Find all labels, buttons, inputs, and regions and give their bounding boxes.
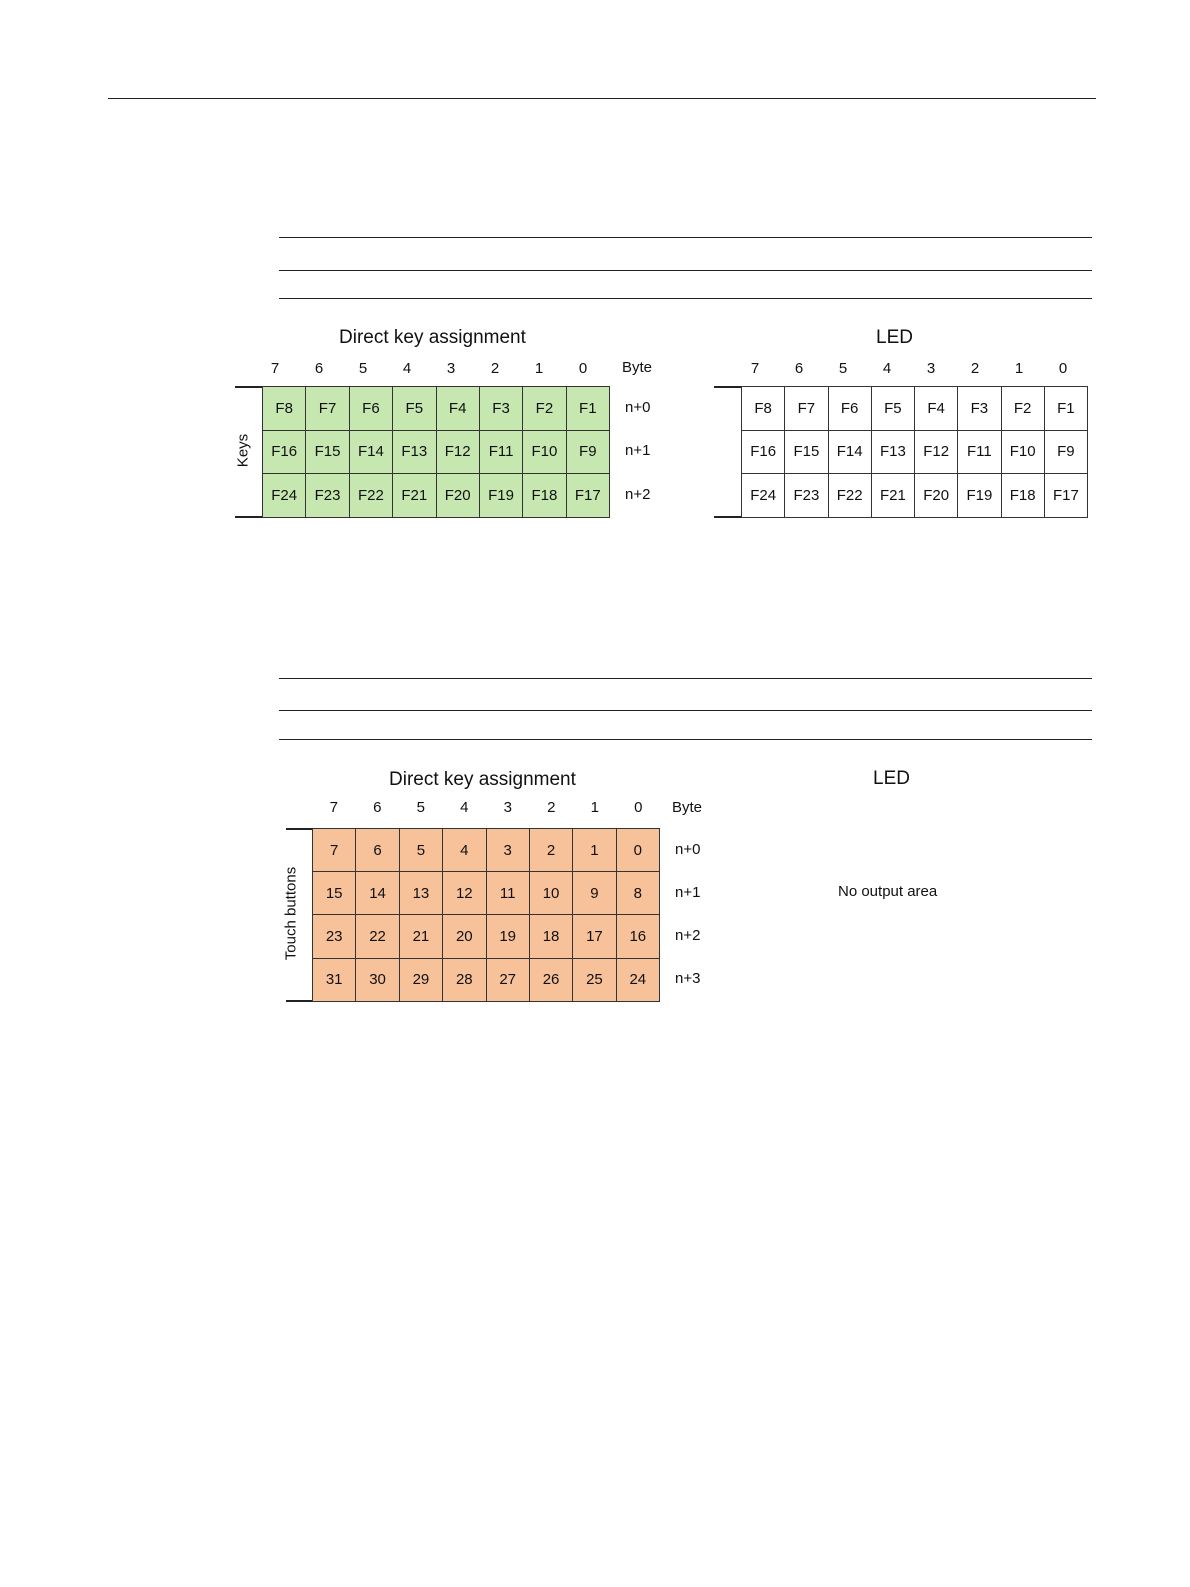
led-cell: F23 <box>785 474 828 518</box>
keys-cell: F15 <box>306 430 349 474</box>
led-cell: F21 <box>871 474 914 518</box>
touch-grid <box>312 828 660 1002</box>
led-row <box>742 474 1088 518</box>
bit-label: 1 <box>1014 360 1024 377</box>
led-diagram-title: LED <box>876 327 913 348</box>
no-output-area-note: No output area <box>838 883 938 900</box>
led-cell: F24 <box>742 474 785 518</box>
touch-side-label: Touch buttons <box>282 866 300 961</box>
led-cell: F17 <box>1044 474 1087 518</box>
keys-cell: F23 <box>306 474 349 518</box>
byte-offset-label: n+0 <box>675 840 701 858</box>
touch-frame-top <box>286 828 313 830</box>
table1-rule-bottom <box>279 298 1092 299</box>
touch-cell: 16 <box>616 915 659 958</box>
keys-cell: F12 <box>436 430 479 474</box>
bit-label: 0 <box>578 360 588 377</box>
led-cell: F2 <box>1001 387 1044 431</box>
byte-offset-label: n+2 <box>625 486 651 503</box>
led-cell: F14 <box>828 430 871 474</box>
bit-label: 4 <box>402 360 412 377</box>
keys-cell: F14 <box>349 430 392 474</box>
bit-label: 2 <box>547 799 556 816</box>
led-cell: F6 <box>828 387 871 431</box>
table2-rule-mid <box>279 710 1092 711</box>
led-cell: F7 <box>785 387 828 431</box>
bit-label: 3 <box>446 360 456 377</box>
touch-cell: 18 <box>529 915 572 958</box>
touch-cell: 25 <box>573 958 616 1001</box>
bit-label: 4 <box>882 360 892 377</box>
keys-byte-header: Byte <box>622 359 653 376</box>
byte-offset-label: n+2 <box>675 927 701 944</box>
touch-cell: 3 <box>486 829 529 872</box>
touch-cell: 6 <box>356 829 399 872</box>
touch-cell: 12 <box>443 872 486 915</box>
keys-cell: F11 <box>479 430 522 474</box>
touch-cell: 9 <box>573 872 616 915</box>
bit-label: 3 <box>926 360 936 377</box>
keys-row <box>263 474 610 518</box>
keys-cell: F19 <box>479 474 522 518</box>
touch-byte-header: Byte <box>672 799 703 816</box>
led-cell: F18 <box>1001 474 1044 518</box>
touch-cell: 20 <box>443 915 486 958</box>
touch-row <box>313 915 660 958</box>
led-cell: F19 <box>958 474 1001 518</box>
bit-label: 5 <box>838 360 848 377</box>
keys-cell: F21 <box>393 474 436 518</box>
led-cell: F4 <box>915 387 958 431</box>
touch-cell: 15 <box>313 872 356 915</box>
touch-led-title: LED <box>873 768 910 789</box>
keys-cell: F5 <box>393 387 436 431</box>
bit-label: 6 <box>794 360 804 377</box>
led-grid <box>741 386 1088 518</box>
keys-cell: F18 <box>523 474 566 518</box>
bit-label: 7 <box>329 799 338 816</box>
bit-label: 2 <box>490 360 500 377</box>
bit-label: 6 <box>314 360 324 377</box>
bit-label: 7 <box>270 360 280 377</box>
bit-label: 1 <box>534 360 544 377</box>
led-cell: F1 <box>1044 387 1087 431</box>
touch-row <box>313 872 660 915</box>
byte-offset-label: n+1 <box>625 442 651 460</box>
led-cell: F16 <box>742 430 785 474</box>
page-header-rule <box>108 98 1096 99</box>
touch-cell: 22 <box>356 915 399 958</box>
bit-label: 1 <box>590 799 599 816</box>
led-cell: F13 <box>871 430 914 474</box>
touch-cell: 14 <box>356 872 399 915</box>
touch-cell: 1 <box>573 829 616 872</box>
led-cell: F8 <box>742 387 785 431</box>
byte-offset-label: n+0 <box>625 398 651 416</box>
touch-cell: 31 <box>313 958 356 1001</box>
led-row <box>742 387 1088 431</box>
keys-grid <box>262 386 610 518</box>
keys-row <box>263 387 610 431</box>
touch-cell: 24 <box>616 958 659 1001</box>
keys-cell: F16 <box>263 430 306 474</box>
keys-side-label: Keys <box>234 433 252 468</box>
byte-offset-label: n+1 <box>675 883 701 901</box>
keys-frame-top <box>235 386 263 388</box>
bit-label: 7 <box>750 360 760 377</box>
touch-diagram-title: Direct key assignment <box>389 769 576 790</box>
touch-cell: 30 <box>356 958 399 1001</box>
keys-cell: F13 <box>393 430 436 474</box>
touch-cell: 10 <box>529 872 572 915</box>
led-cell: F5 <box>871 387 914 431</box>
keys-diagram-title: Direct key assignment <box>339 327 526 348</box>
keys-cell: F1 <box>566 387 609 431</box>
led-frame-bottom <box>714 516 742 518</box>
touch-cell: 7 <box>313 829 356 872</box>
keys-cell: F17 <box>566 474 609 518</box>
touch-cell: 2 <box>529 829 572 872</box>
touch-cell: 11 <box>486 872 529 915</box>
touch-cell: 28 <box>443 958 486 1001</box>
keys-cell: F24 <box>263 474 306 518</box>
keys-cell: F10 <box>523 430 566 474</box>
keys-frame-bottom <box>235 516 263 518</box>
keys-cell: F7 <box>306 387 349 431</box>
bit-label: 4 <box>460 799 469 816</box>
led-cell: F9 <box>1044 430 1087 474</box>
led-row <box>742 430 1088 474</box>
touch-cell: 5 <box>399 829 442 872</box>
table2-rule-bottom <box>279 739 1092 740</box>
bit-label: 2 <box>970 360 980 377</box>
led-cell: F22 <box>828 474 871 518</box>
led-cell: F20 <box>915 474 958 518</box>
touch-cell: 13 <box>399 872 442 915</box>
table1-rule-top <box>279 237 1092 238</box>
table1-rule-mid <box>279 270 1092 271</box>
bit-label: 3 <box>503 799 512 816</box>
keys-cell: F4 <box>436 387 479 431</box>
keys-cell: F8 <box>263 387 306 431</box>
led-frame-top <box>714 386 742 388</box>
byte-offset-label: n+3 <box>675 970 701 988</box>
bit-label: 0 <box>1058 360 1068 377</box>
led-cell: F15 <box>785 430 828 474</box>
touch-cell: 27 <box>486 958 529 1001</box>
table2-rule-top <box>279 678 1092 679</box>
touch-cell: 29 <box>399 958 442 1001</box>
touch-cell: 8 <box>616 872 659 915</box>
bit-label: 5 <box>358 360 368 377</box>
keys-cell: F22 <box>349 474 392 518</box>
led-cell: F11 <box>958 430 1001 474</box>
touch-cell: 21 <box>399 915 442 958</box>
touch-cell: 19 <box>486 915 529 958</box>
touch-row <box>313 958 660 1001</box>
bit-label: 0 <box>634 799 643 816</box>
keys-cell: F3 <box>479 387 522 431</box>
touch-cell: 23 <box>313 915 356 958</box>
keys-cell: F2 <box>523 387 566 431</box>
led-cell: F10 <box>1001 430 1044 474</box>
touch-cell: 0 <box>616 829 659 872</box>
keys-cell: F20 <box>436 474 479 518</box>
keys-cell: F9 <box>566 430 609 474</box>
touch-frame-bottom <box>286 1000 313 1002</box>
keys-cell: F6 <box>349 387 392 431</box>
bit-label: 6 <box>373 799 382 816</box>
bit-label: 5 <box>416 799 425 816</box>
led-cell: F12 <box>915 430 958 474</box>
keys-row <box>263 430 610 474</box>
touch-cell: 17 <box>573 915 616 958</box>
touch-cell: 4 <box>443 829 486 872</box>
led-cell: F3 <box>958 387 1001 431</box>
touch-row <box>313 829 660 872</box>
touch-cell: 26 <box>529 958 572 1001</box>
